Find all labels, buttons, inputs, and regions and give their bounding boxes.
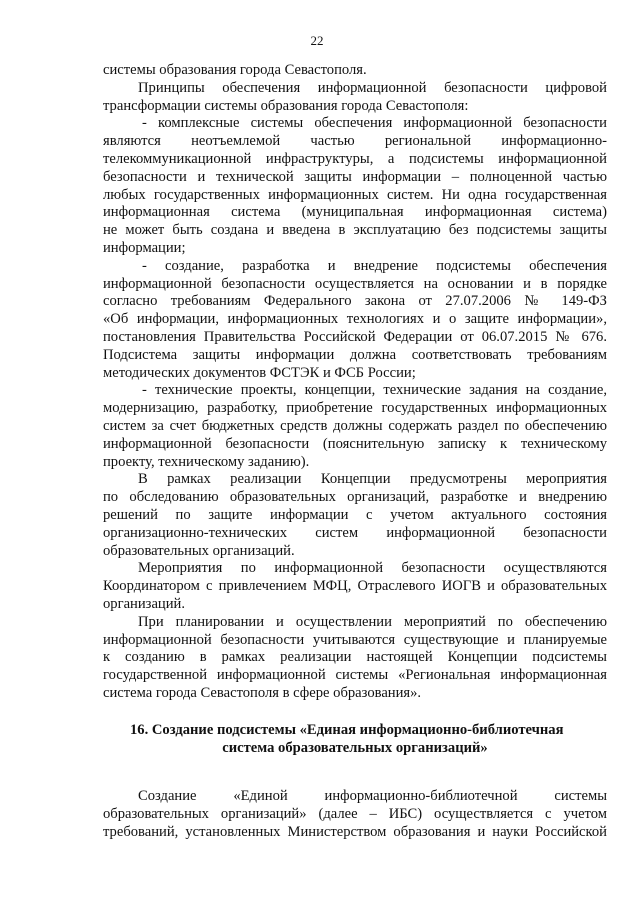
body-line: организационно-технических систем информационной безопасности bbox=[103, 524, 607, 541]
body-line: информационная система (муниципальная информационная система) bbox=[103, 204, 607, 221]
body-line: образовательных организаций. bbox=[103, 542, 295, 559]
list-item-line: - технические проекты, концепции, технические задания на создание, bbox=[142, 382, 607, 399]
section-heading-line: 16. Создание подсистемы «Единая информационно-библиотечная bbox=[130, 722, 564, 738]
body-line: постановления Правительства Российской Федерации от 06.07.2015 № 676. bbox=[103, 328, 607, 345]
body-line: «Об информации, информационных технологиях и о защите информации», bbox=[103, 311, 607, 328]
body-line: любых государственных информационных систем. Ни одна государственная bbox=[103, 186, 607, 203]
body-line: решений по защите информации с учетом актуального состояния bbox=[103, 506, 607, 523]
body-line: информационной безопасности (пояснительную записку к техническому bbox=[103, 435, 607, 452]
body-line: к созданию в рамках реализации настоящей Концепции подсистемы bbox=[103, 649, 607, 666]
body-line: модернизацию, разработку, приобретение государственных информационных bbox=[103, 400, 607, 417]
body-line: система города Севастополя в сфере образования». bbox=[103, 684, 422, 701]
section-body-text bbox=[103, 788, 607, 841]
body-line: системы образования города Севастополя. bbox=[103, 62, 367, 78]
body-line: по обследованию образовательных организаций, разработке и внедрению bbox=[103, 489, 607, 506]
body-line: государственной информационной системы «Региональная информационная bbox=[103, 667, 607, 684]
section-heading bbox=[103, 721, 607, 757]
list-item-line: - комплексные системы обеспечения информационной безопасности bbox=[142, 115, 607, 132]
body-line: образовательных организаций» (далее – ИБС) осуществляется с учетом bbox=[103, 805, 607, 822]
body-line: требований, установленных Министерством образования и науки Российской bbox=[103, 823, 607, 840]
body-line: В рамках реализации Концепции предусмотрены мероприятия bbox=[138, 471, 607, 488]
body-line: информационной безопасности учитываются существующие и планируемые bbox=[103, 631, 607, 648]
body-line: Координатором с привлечением МФЦ, Отраслевого ИОГВ и образовательных bbox=[103, 578, 607, 595]
body-line: Мероприятия по информационной безопасности осуществляются bbox=[138, 560, 607, 577]
body-line: не может быть создана и введена в эксплуатацию без подсистемы защиты bbox=[103, 222, 607, 239]
body-line: организаций. bbox=[103, 595, 185, 612]
body-line: согласно требованиям Федерального закона от 27.07.2006 № 149-ФЗ bbox=[103, 293, 607, 310]
list-item-line: - создание, разработка и внедрение подсистемы обеспечения bbox=[142, 257, 607, 274]
body-line: систем за счет бюджетных средств должны содержать раздел по обеспечению bbox=[103, 417, 607, 434]
body-line: Подсистема защиты информации должна соответствовать требованиям bbox=[103, 346, 607, 363]
body-line: Создание «Единой информационно-библиотечной системы bbox=[138, 788, 607, 804]
body-line: являются неотъемлемой частью региональной информационно- bbox=[103, 133, 607, 150]
body-text bbox=[103, 62, 607, 703]
body-line: трансформации системы образования города Севастополя: bbox=[103, 97, 469, 114]
body-line: Принципы обеспечения информационной безопасности цифровой bbox=[138, 79, 607, 96]
body-line: методических документов ФСТЭК и ФСБ России; bbox=[103, 364, 416, 381]
section-heading-line: система образовательных организаций» bbox=[222, 740, 488, 756]
body-line: телекоммуникационной инфраструктуры, а подсистемы информационной bbox=[103, 150, 607, 167]
body-line: проекту, техническому заданию). bbox=[103, 453, 310, 470]
body-line: информационной безопасности осуществляется на основании и в порядке bbox=[103, 275, 607, 292]
body-line: информации; bbox=[103, 239, 186, 256]
body-line: безопасности и технической защиты информации – полноценной частью bbox=[103, 168, 607, 185]
page-number: 22 bbox=[310, 33, 324, 48]
body-line: При планировании и осуществлении мероприятий по обеспечению bbox=[138, 613, 607, 630]
